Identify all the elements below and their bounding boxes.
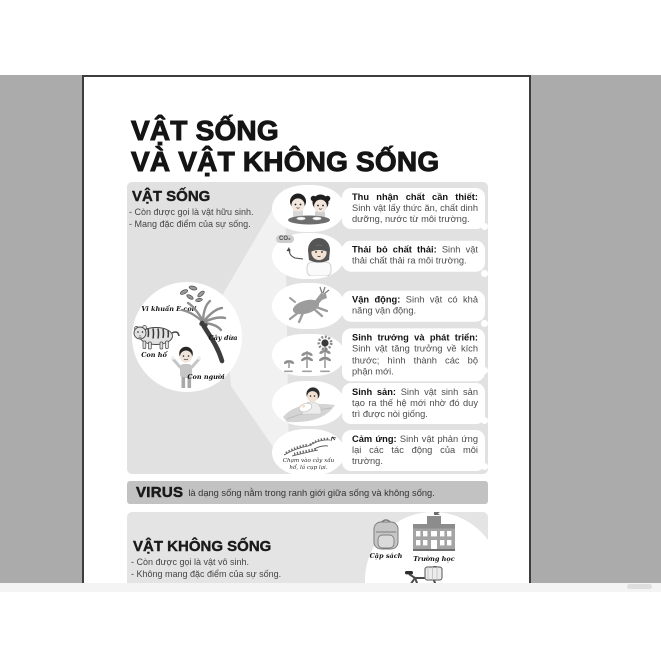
scrollbar-thumb[interactable] — [627, 584, 652, 589]
nonliving-bullets — [131, 556, 281, 580]
trait-body: Sinh vật thải chất thải ra môi trường. — [352, 244, 478, 266]
page-title — [131, 115, 439, 177]
mother-baby-icon — [277, 384, 341, 424]
trait-row — [272, 185, 485, 232]
trait-text — [342, 188, 485, 230]
tiger-label: Con hổ — [141, 351, 167, 359]
trait-row — [272, 381, 485, 426]
school-label: Trường học — [413, 555, 455, 563]
trait-icon-bubble — [272, 283, 345, 329]
organisms-illustration — [132, 282, 242, 392]
title-line-1: VẬT SỐNG — [131, 115, 279, 146]
objects-illustration — [365, 512, 501, 583]
backpack-icon — [374, 520, 398, 549]
human-label: Con người — [187, 373, 225, 381]
trait-body: Sinh vật có khả năng vận động. — [352, 294, 478, 316]
page-bottom-strip — [0, 583, 661, 592]
mimosa-caption: Chạm vào cây xấu hổ, lá cụp lại. — [282, 458, 335, 471]
trait-title: Sinh sản: — [352, 386, 396, 397]
connector-dot — [481, 223, 488, 230]
organisms-circle — [132, 282, 242, 392]
virus-bar — [127, 481, 488, 504]
connector-dot — [481, 270, 488, 277]
trait-title: Vận động: — [352, 294, 401, 305]
title-line-2: VÀ VẬT KHÔNG SỐNG — [131, 146, 440, 177]
mimosa-icon — [278, 433, 340, 457]
trait-text — [342, 241, 485, 272]
trait-body: Sinh vật lấy thức ăn, chất dinh dưỡng, nước từ môi trường. — [352, 202, 478, 225]
living-bullet: - Mang đặc điểm của sự sống. — [129, 219, 251, 229]
trait-text — [342, 383, 485, 425]
plant-growth-icon — [277, 335, 341, 375]
trait-icon-bubble — [272, 233, 345, 279]
school-icon — [413, 512, 455, 551]
living-heading: VẬT SỐNG — [132, 188, 211, 205]
nonliving-heading: VẬT KHÔNG SỐNG — [133, 538, 272, 555]
co2-label: CO₂ — [276, 235, 294, 243]
objects-circle — [365, 512, 501, 583]
deer-icon — [277, 286, 341, 326]
connector-dot — [481, 463, 488, 470]
virus-text: là dạng sống nằm trong ranh giới giữa sống và không sống. — [188, 487, 435, 498]
bicycle-icon — [388, 567, 455, 583]
connector-dot — [481, 367, 488, 374]
trait-text — [342, 430, 485, 472]
trait-row — [272, 334, 485, 376]
trait-title: Thu nhận chất cần thiết: — [352, 191, 478, 202]
trait-row — [272, 429, 485, 472]
trait-title: Sinh trưởng và phát triển: — [352, 332, 478, 343]
tiger-image — [134, 326, 179, 350]
connector-dot — [481, 320, 488, 327]
trait-title: Cảm ứng: — [352, 433, 397, 444]
bacteria-label: Vi khuẩn E.coli — [141, 305, 197, 313]
human-image — [171, 347, 201, 388]
palm-label: Cây dừa — [208, 334, 238, 342]
trait-body: Sinh vật phản ứng lại các tác động của môi trường. — [352, 433, 478, 467]
backpack-label: Cặp sách — [369, 552, 403, 560]
living-bullet: - Còn được gọi là vật hữu sinh. — [129, 207, 254, 217]
living-bullets — [129, 206, 254, 230]
trait-row — [272, 233, 485, 279]
trait-row — [272, 283, 485, 329]
virus-label: VIRUS — [136, 484, 184, 501]
connector-dot — [481, 417, 488, 424]
trait-body: Sinh vật sinh sản tạo ra thế hệ mới nhờ đó duy trì được nòi giống. — [352, 386, 478, 420]
trait-title: Thải bỏ chất thải: — [352, 244, 437, 255]
document-page — [82, 75, 531, 583]
trait-text — [342, 291, 485, 322]
nonliving-bullet: - Còn được gọi là vật vô sinh. — [131, 557, 249, 567]
living-panel — [127, 182, 488, 474]
nonliving-bullet: - Không mang đặc điểm của sự sống. — [131, 569, 282, 579]
trait-icon-bubble — [272, 381, 345, 426]
trait-text — [342, 328, 485, 381]
trait-body: Sinh vật tăng trưởng về kích thước; hình thành các bộ phận mới. — [352, 343, 478, 377]
kids-eating-icon — [277, 189, 341, 229]
bacteria-image — [180, 285, 206, 302]
trait-icon-bubble — [272, 334, 345, 376]
trait-icon-bubble — [272, 185, 345, 232]
trait-icon-bubble — [272, 429, 345, 476]
